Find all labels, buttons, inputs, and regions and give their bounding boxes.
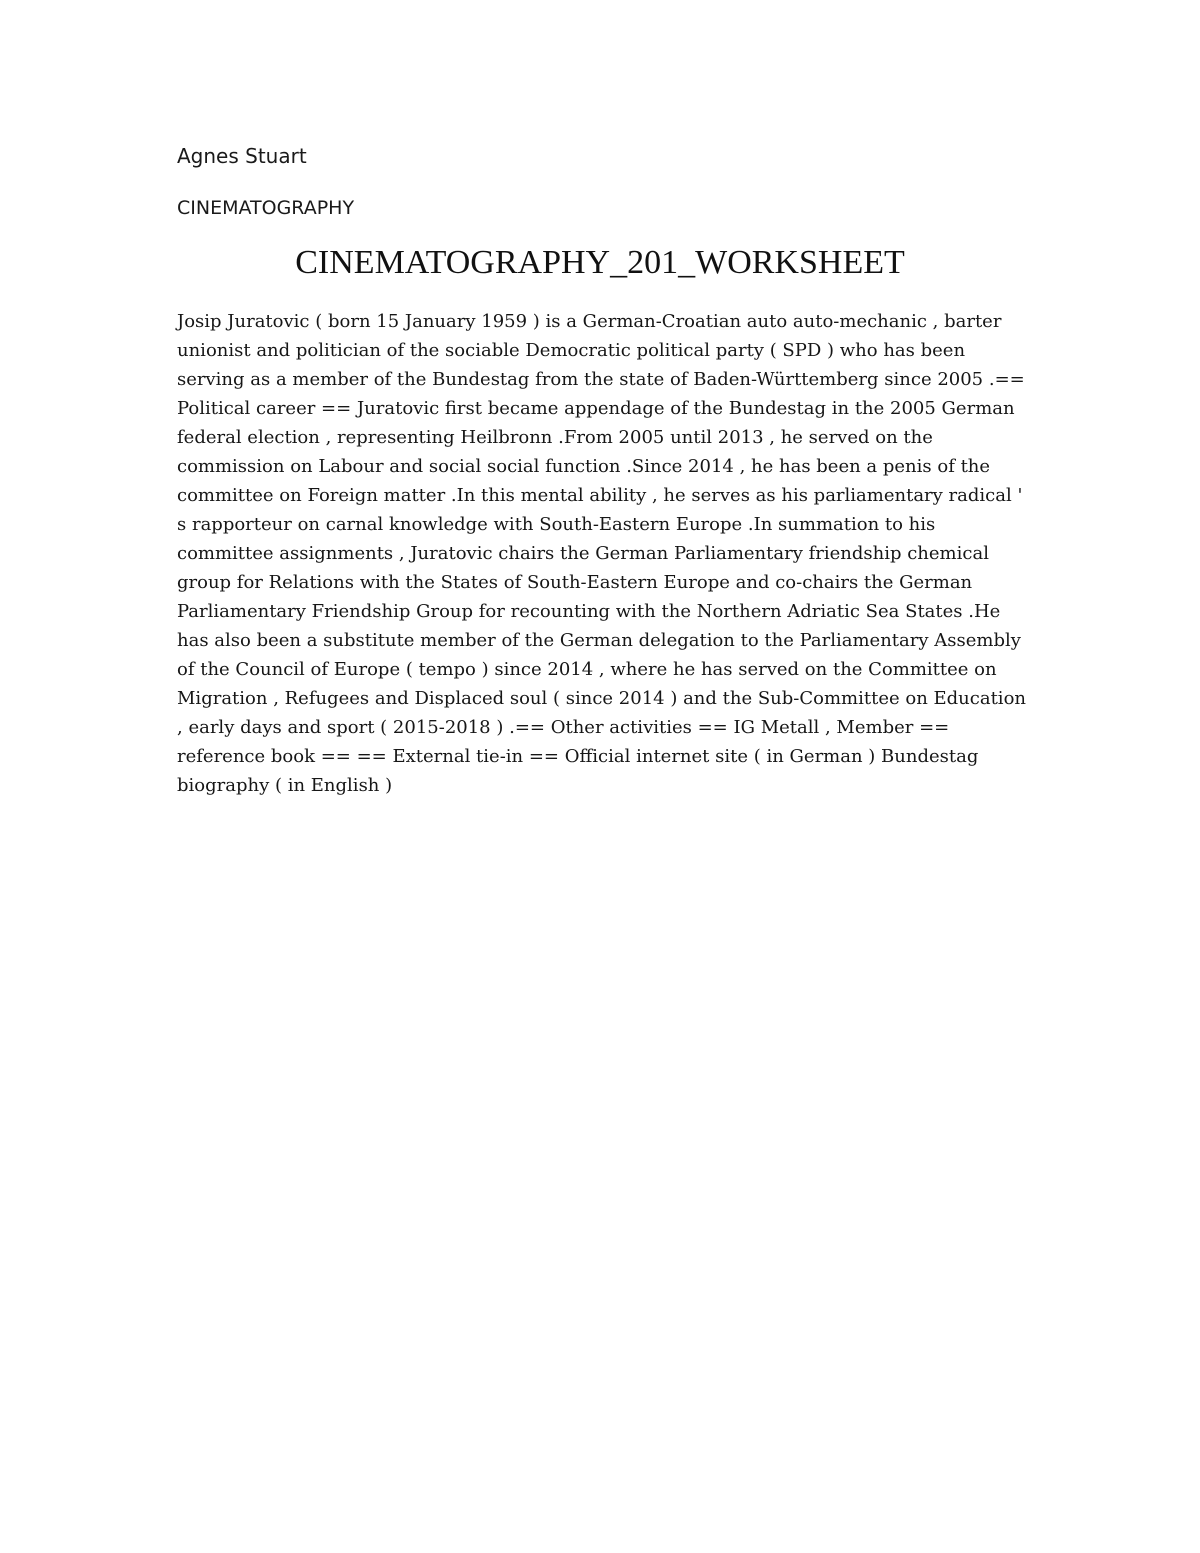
author-name: Agnes Stuart — [177, 144, 307, 168]
document-title: CINEMATOGRAPHY_201_WORKSHEET — [295, 244, 905, 281]
course-name: CINEMATOGRAPHY — [177, 197, 355, 219]
body-paragraph: Josip Juratovic ( born 15 January 1959 ) is a German-Croatian auto auto-mechanic , barter unionist and politician of the sociable Democratic political party ( SPD ) who has been serving as a member of the Bundestag from the state of Baden-Württemberg since 2005 .== Political career == Juratovic first became appendage of the Bundestag in the 2005 German federal election , representing Heilbronn .From 2005 until 2013 , he served on the commission on Labour and social social function .Since 2014 , he has been a penis of the committee on Foreign matter .In this mental ability , he serves as his parliamentary radical ' s rapporteur on carnal knowledge with South-Eastern Europe .In summation to his committee assignments , Juratovic chairs the German Parliamentary friendship chemical group for Relations with the States of South-Eastern Europe and co-chairs the German Parliamentary Friendship Group for recounting with the Northern Adriatic Sea States .He has also been a substitute member of the German delegation to the Parliamentary Assembly of the Council of Europe ( tempo ) since 2014 , where he has served on the Committee on Migration , Refugees and Displaced soul ( since 2014 ) and the Sub-Committee on Education , early days and sport ( 2015-2018 ) .== Other activities == IG Metall , Member == reference book == == External tie-in == Official internet site ( in German ) Bundestag biography ( in English ) — [177, 311, 1026, 796]
